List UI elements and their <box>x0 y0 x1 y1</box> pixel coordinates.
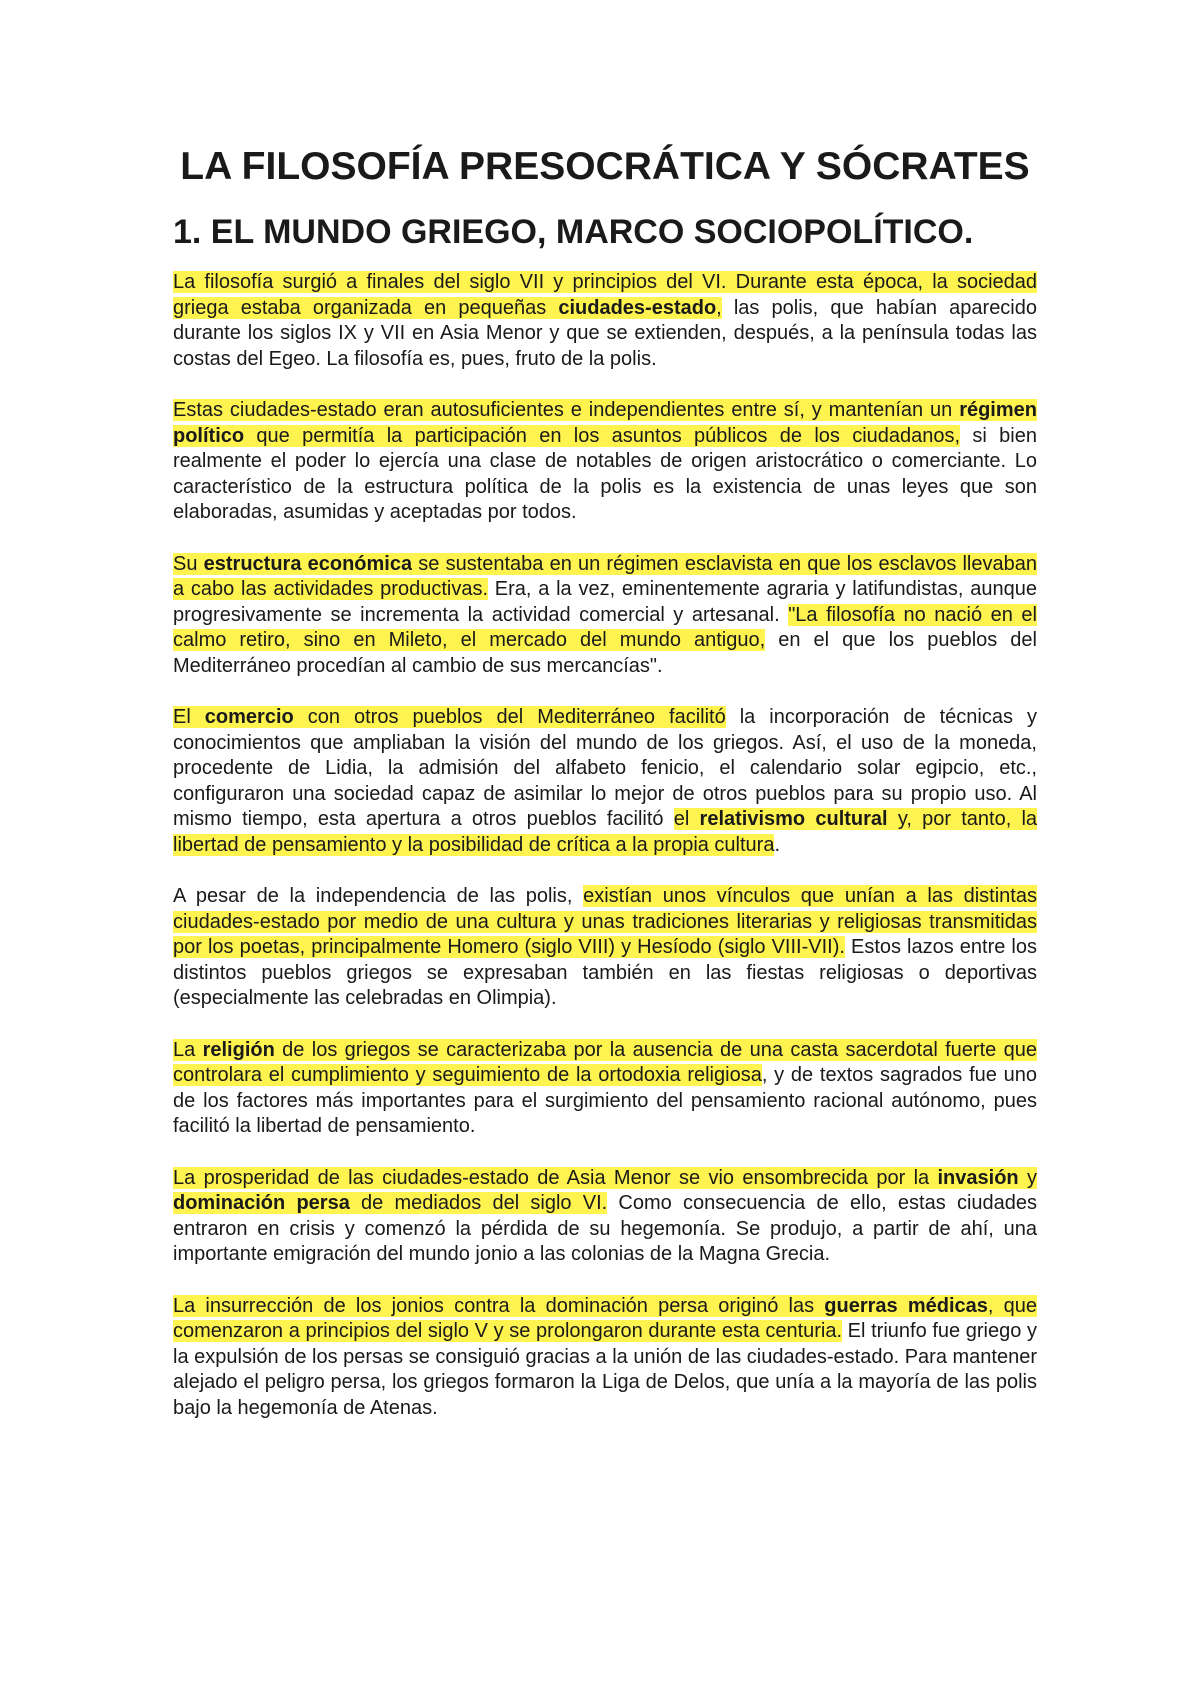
text-run: las polis, que habían aparecido durante los siglos IX y VII en Asia Menor y que se extienden, después, a la península todas las costas del Egeo. La filosofía es, pues, fruto de la polis. <box>173 296 1038 370</box>
text-run: Estos lazos entre los distintos pueblos griegos se expresaban también en las fiestas religiosas o deportivas (especialmente las celebradas en Olimpia). <box>173 936 1038 1009</box>
text-run: Era, a la vez, eminentemente agraria y latifundistas, aunque progresivamente se incrementa la actividad comercial y artesanal. <box>173 578 1037 626</box>
highlighted-text: existían unos vínculos que unían a las distintas ciudades-estado por medio de una cultura y unas tradiciones literarias y religiosas transmitidas por los poetas, principalmente Homero (siglo VIII) y Hesíodo (siglo VIII-VII). <box>173 885 1037 958</box>
text-run: , y de textos sagrados fue uno de los factores más importantes para el surgimiento del pensamiento racional autónomo, pues facilitó la libertad de pensamiento. <box>173 1064 1037 1137</box>
highlighted-text: Su <box>173 552 204 575</box>
highlighted-text: La insurrección de los jonios contra la dominación persa originó las <box>173 1294 825 1317</box>
paragraph-8 <box>173 1294 1037 1422</box>
document-body <box>173 270 1037 1421</box>
highlighted-text: "La filosofía no nació en el calmo retiro, sino en Mileto, el mercado del mundo antiguo, <box>173 603 1037 651</box>
paragraph-3 <box>173 552 1037 680</box>
highlighted-text: de mediados del siglo VI. <box>349 1192 608 1214</box>
highlighted-bold-text: dominación persa <box>173 1192 350 1214</box>
highlighted-text: y <box>1018 1166 1037 1189</box>
highlighted-bold-text: estructura económica <box>203 552 413 575</box>
highlighted-bold-text: régimen político <box>173 399 1037 447</box>
paragraph-4 <box>173 705 1037 858</box>
highlighted-text: La filosofía surgió a finales del siglo VII y principios del VI. Durante esta época, la sociedad griega estaba organizada en pequeñas <box>173 271 1037 319</box>
text-run: A pesar de la independencia de las polis, <box>173 885 584 907</box>
highlighted-text: con otros pueblos del Mediterráneo facilitó <box>293 706 726 728</box>
text-run: si bien realmente el poder lo ejercía una clase de notables de origen aristocrático o comerciante. Lo característico de la estructura política de la polis es la existencia de unas leyes que son elaboradas, asumidas y aceptadas por todos. <box>173 424 1037 523</box>
highlighted-text: se sustentaba en un régimen esclavista en que los esclavos llevaban a cabo las actividades productivas. <box>173 552 1037 600</box>
highlighted-bold-text: ciudades-estado <box>558 296 717 319</box>
highlighted-text: , que comenzaron a principios del siglo V y se prolongaron durante esta centuria. <box>173 1294 1037 1342</box>
paragraph-7 <box>173 1166 1037 1268</box>
highlighted-text: de los griegos se caracterizaba por la ausencia de una casta sacerdotal fuerte que controlara el cumplimiento y seguimiento de la ortodoxia religiosa <box>173 1038 1037 1086</box>
highlighted-text: El <box>173 706 205 728</box>
document-title: LA FILOSOFÍA PRESOCRÁTICA Y SÓCRATES <box>180 145 1030 188</box>
text-run: en el que los pueblos del Mediterráneo procedían al cambio de sus mercancías". <box>173 629 1037 677</box>
highlighted-bold-text: religión <box>202 1038 275 1061</box>
highlighted-text: que permitía la participación en los asuntos públicos de los ciudadanos, <box>244 424 961 447</box>
highlighted-bold-text: guerras médicas <box>824 1294 988 1317</box>
highlighted-text: La <box>173 1038 203 1061</box>
section-heading: 1. EL MUNDO GRIEGO, MARCO SOCIOPOLÍTICO. <box>173 213 974 251</box>
paragraph-1 <box>173 270 1037 372</box>
highlighted-text: y, por tanto, la libertad de pensamiento y la posibilidad de crítica a la propia cultura <box>173 808 1038 856</box>
document-page <box>173 140 1037 1447</box>
highlighted-text: La prosperidad de las ciudades-estado de Asia Menor se vio ensombrecida por la <box>173 1166 938 1189</box>
paragraph-5 <box>173 884 1037 1012</box>
highlighted-bold-text: comercio <box>204 706 294 728</box>
highlighted-text: el <box>673 808 700 830</box>
highlighted-bold-text: relativismo cultural <box>699 808 888 830</box>
text-run: El triunfo fue griego y la expulsión de los persas se consiguió gracias a la unión de las ciudades-estado. Para mantener alejado el peligro persa, los griegos formaron la Liga de Delos, que unía a la mayoría de las polis bajo la hegemonía de Atenas. <box>173 1320 1037 1419</box>
text-run: . <box>774 833 781 856</box>
highlighted-text: Estas ciudades-estado eran autosuficientes e independientes entre sí, y mantenían un <box>173 399 960 421</box>
paragraph-2 <box>173 398 1037 526</box>
highlighted-bold-text: invasión <box>937 1166 1019 1189</box>
text-run: la incorporación de técnicas y conocimientos que ampliaban la visión del mundo de los griegos. Así, el uso de la moneda, procedente de Lidia, la admisión del alfabeto fenicio, el calendario solar egipcio, etc., configuraron una sociedad capaz de asimilar lo mejor de otros pueblos para su propio uso. Al mismo tiempo, esta apertura a otros pueblos facilitó <box>173 706 1037 830</box>
highlighted-text: , <box>716 296 722 319</box>
text-run: Como consecuencia de ello, estas ciudades entraron en crisis y comenzó la pérdida de su hegemonía. Se produjo, a partir de ahí, una importante emigración del mundo jonio a las colonias de la Magna Grecia. <box>173 1192 1038 1265</box>
paragraph-6 <box>173 1038 1037 1140</box>
